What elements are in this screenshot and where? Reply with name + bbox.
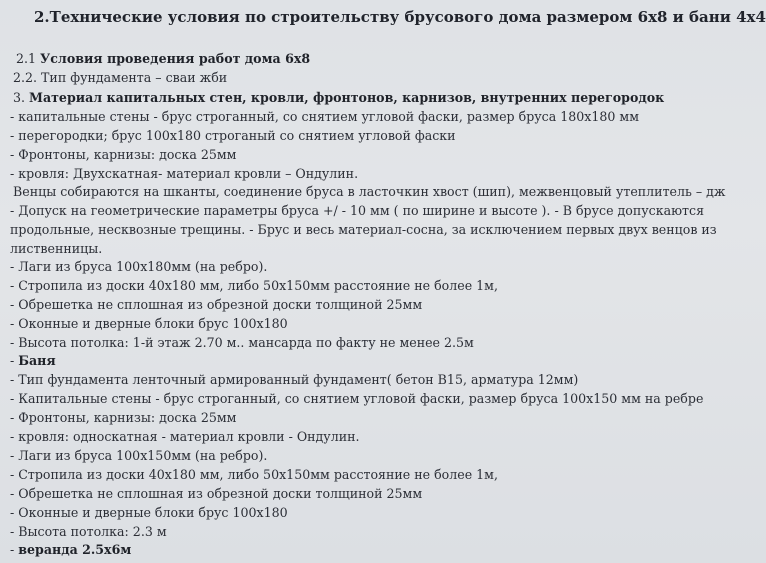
document-line <box>10 447 267 465</box>
line-bold-text: веранда 2.5х6м <box>18 542 132 557</box>
document-line <box>10 428 360 446</box>
document-line <box>10 296 422 314</box>
line-prefix: 3. <box>13 90 30 105</box>
document-line <box>10 146 236 164</box>
line-text: - Лаги из бруса 100х180мм (на ребро). <box>10 259 268 274</box>
document-line <box>10 127 456 145</box>
line-prefix: - <box>10 542 19 557</box>
document-line <box>10 523 167 541</box>
line-text: - Допуск на геометрические параметры бруса +/ - 10 мм ( по ширине и высоте ). - В брусе допускаются <box>10 203 705 218</box>
line-text: - Высота потолка: 1-й этаж 2.70 м.. мансарда по факту не менее 2.5м <box>10 335 474 350</box>
line-text: - Высота потолка: 2.3 м <box>10 524 167 539</box>
line-text: - кровля: Двухскатная- материал кровли – Ондулин. <box>10 166 359 181</box>
line-text: - Капитальные стены - брус строганный, со снятием угловой фаски, размер бруса 100х150 мм на ребре <box>10 391 704 406</box>
line-text: продольные, несквозные трещины. - Брус и весь материал-сосна, за исключением первых двух венцов из <box>10 222 717 237</box>
line-text: - Стропила из доски 40х180 мм, либо 50х150мм расстояние не более 1м, <box>10 278 498 293</box>
document-line <box>13 69 227 87</box>
line-text: - Стропила из доски 40х180 мм, либо 50х150мм расстояние не более 1м, <box>10 467 498 482</box>
document-line <box>10 165 358 183</box>
document-line <box>10 334 474 352</box>
document-line <box>10 466 498 484</box>
document-line <box>10 240 102 258</box>
line-text: - капитальные стены - брус строганный, со снятием угловой фаски, размер бруса 180х180 мм <box>10 109 640 124</box>
document-line <box>10 371 578 389</box>
line-text: - Обрешетка не сплошная из обрезной доски толщиной 25мм <box>10 486 423 501</box>
line-prefix: - <box>10 353 19 368</box>
document-line <box>13 183 726 201</box>
document-line <box>10 202 704 220</box>
document-line <box>10 258 267 276</box>
document-line <box>10 352 56 370</box>
line-bold-text: Условия проведения работ дома 6х8 <box>40 51 311 66</box>
line-text: - Тип фундамента ленточный армированный фундамент( бетон В15, арматура 12мм) <box>10 372 579 387</box>
document-line <box>10 221 717 239</box>
line-text: - кровля: односкатная - материал кровли - Ондулин. <box>10 429 360 444</box>
document-line <box>10 541 131 559</box>
line-text: - Оконные и дверные блоки брус 100х180 <box>10 505 288 520</box>
line-text: лиственницы. <box>10 241 103 256</box>
line-text: - перегородки; брус 100х180 строганый со снятием угловой фаски <box>10 128 456 143</box>
document-line <box>16 50 310 68</box>
document-line <box>13 89 664 107</box>
line-bold-text: Баня <box>18 353 56 368</box>
line-text: - Обрешетка не сплошная из обрезной доски толщиной 25мм <box>10 297 423 312</box>
document-line <box>10 315 288 333</box>
document-line <box>10 485 422 503</box>
line-prefix: 2.1 <box>16 51 41 66</box>
document-line <box>10 390 703 408</box>
document-title: 2.Технические условия по строительству брусового дома размером 6х8 и бани 4х4 <box>34 8 766 26</box>
document-line <box>10 277 498 295</box>
line-text: Венцы собираются на шканты, соединение бруса в ласточкин хвост (шип), межвенцовый утеплитель – дж <box>13 184 726 199</box>
line-text: 2.2. Тип фундамента – сваи жби <box>13 70 228 85</box>
line-bold-text: Материал капитальных стен, кровли, фронтонов, карнизов, внутренних перегородок <box>29 90 665 105</box>
document-line <box>10 409 236 427</box>
line-text: - Фронтоны, карнизы: доска 25мм <box>10 410 237 425</box>
document-line <box>10 504 288 522</box>
document-line <box>10 108 639 126</box>
line-text: - Фронтоны, карнизы: доска 25мм <box>10 147 237 162</box>
line-text: - Оконные и дверные блоки брус 100х180 <box>10 316 288 331</box>
line-text: - Лаги из бруса 100х150мм (на ребро). <box>10 448 268 463</box>
